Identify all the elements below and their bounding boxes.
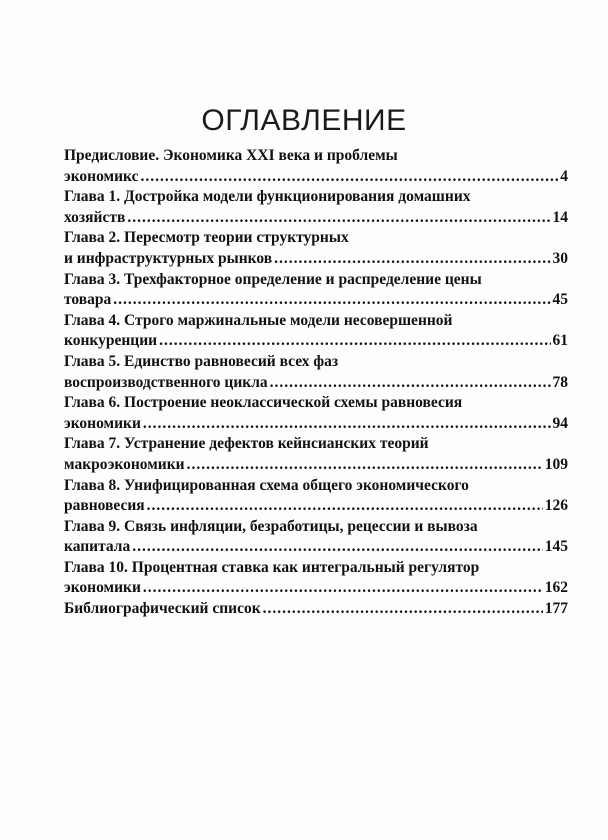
toc-entry-title-continued: воспроизводственного цикла — [64, 373, 268, 391]
toc-entry-title-continued: и инфраструктурных рынков — [64, 249, 273, 267]
toc-page-number: 4 — [560, 167, 568, 185]
toc-page-number: 109 — [544, 455, 568, 473]
toc-entry-title: Глава 2. Пересмотр теории структурных — [64, 229, 349, 247]
page-title: ОГЛАВЛЕНИЕ — [201, 104, 407, 137]
toc-entry-title: Глава 1. Достройка модели функционирования домашних — [64, 188, 471, 206]
toc-entry-title: Глава 4. Строго маржинальные модели несовершенной — [64, 311, 453, 329]
dot-leader — [274, 249, 550, 270]
dot-leader — [127, 208, 550, 229]
toc-entry — [64, 270, 568, 311]
dot-leader — [270, 373, 551, 394]
toc-entry-title-continued: равновесия — [64, 497, 145, 515]
toc-entry — [64, 517, 568, 558]
dot-leader — [143, 578, 543, 599]
toc-entry-title: Глава 9. Связь инфляции, безработицы, рецессии и вывоза — [64, 517, 478, 535]
toc-entry — [64, 352, 568, 393]
toc-entry-title: Глава 5. Единство равновесий всех фаз — [64, 352, 339, 370]
toc-entry — [64, 146, 568, 187]
toc-entry-title-continued: конкуренции — [64, 332, 158, 350]
toc-page-number: 14 — [552, 208, 568, 226]
toc-entry — [64, 558, 568, 599]
toc-entry — [64, 434, 568, 475]
toc-entry-bibliography — [64, 599, 568, 620]
toc-entry-title: Глава 6. Построение неоклассической схемы равновесия — [64, 394, 463, 412]
toc-entry — [64, 187, 568, 228]
toc-entry-title-continued: экономики — [64, 579, 141, 597]
toc-entry — [64, 476, 568, 517]
toc-page-number: 145 — [544, 538, 568, 556]
toc-entry — [64, 311, 568, 352]
toc-page-number: 78 — [552, 373, 568, 391]
toc-entry-title: Глава 7. Устранение дефектов кейнсианских теорий — [64, 435, 429, 453]
dot-leader — [140, 167, 558, 188]
toc-page-number: 45 — [552, 291, 568, 309]
dot-leader — [263, 599, 543, 620]
toc-page-number: 177 — [544, 600, 568, 618]
table-of-contents — [64, 146, 568, 620]
toc-entry-title: Библиографический список — [64, 600, 261, 618]
toc-entry-title-continued: капитала — [64, 538, 131, 556]
toc-page-number: 30 — [552, 249, 568, 267]
toc-entry-title: Глава 10. Процентная ставка как интегральный регулятор — [64, 558, 480, 576]
toc-page-number: 94 — [552, 414, 568, 432]
toc-entry-title: Глава 8. Унифицированная схема общего экономического — [64, 476, 469, 494]
toc-entry-title-continued: экономики — [64, 414, 141, 432]
dot-leader — [143, 414, 551, 435]
toc-entry-title: Глава 3. Трехфакторное определение и распределение цены — [64, 270, 482, 288]
toc-entry — [64, 228, 568, 269]
toc-entry-title-continued: макроэкономики — [64, 455, 185, 473]
toc-page-number: 61 — [552, 332, 568, 350]
dot-leader — [132, 537, 543, 558]
toc-page-number: 126 — [544, 497, 568, 515]
toc-page-number: 162 — [544, 579, 568, 597]
dot-leader — [147, 496, 543, 517]
toc-entry-title-continued: экономикс — [64, 167, 139, 185]
dot-leader — [113, 290, 550, 311]
toc-entry-title: Предисловие. Экономика XXI века и проблемы — [64, 147, 398, 164]
toc-entry-title-continued: товара — [64, 291, 112, 309]
toc-entry-title-continued: хозяйств — [64, 208, 126, 226]
toc-entry — [64, 393, 568, 434]
dot-leader — [187, 455, 543, 476]
dot-leader — [159, 331, 550, 352]
